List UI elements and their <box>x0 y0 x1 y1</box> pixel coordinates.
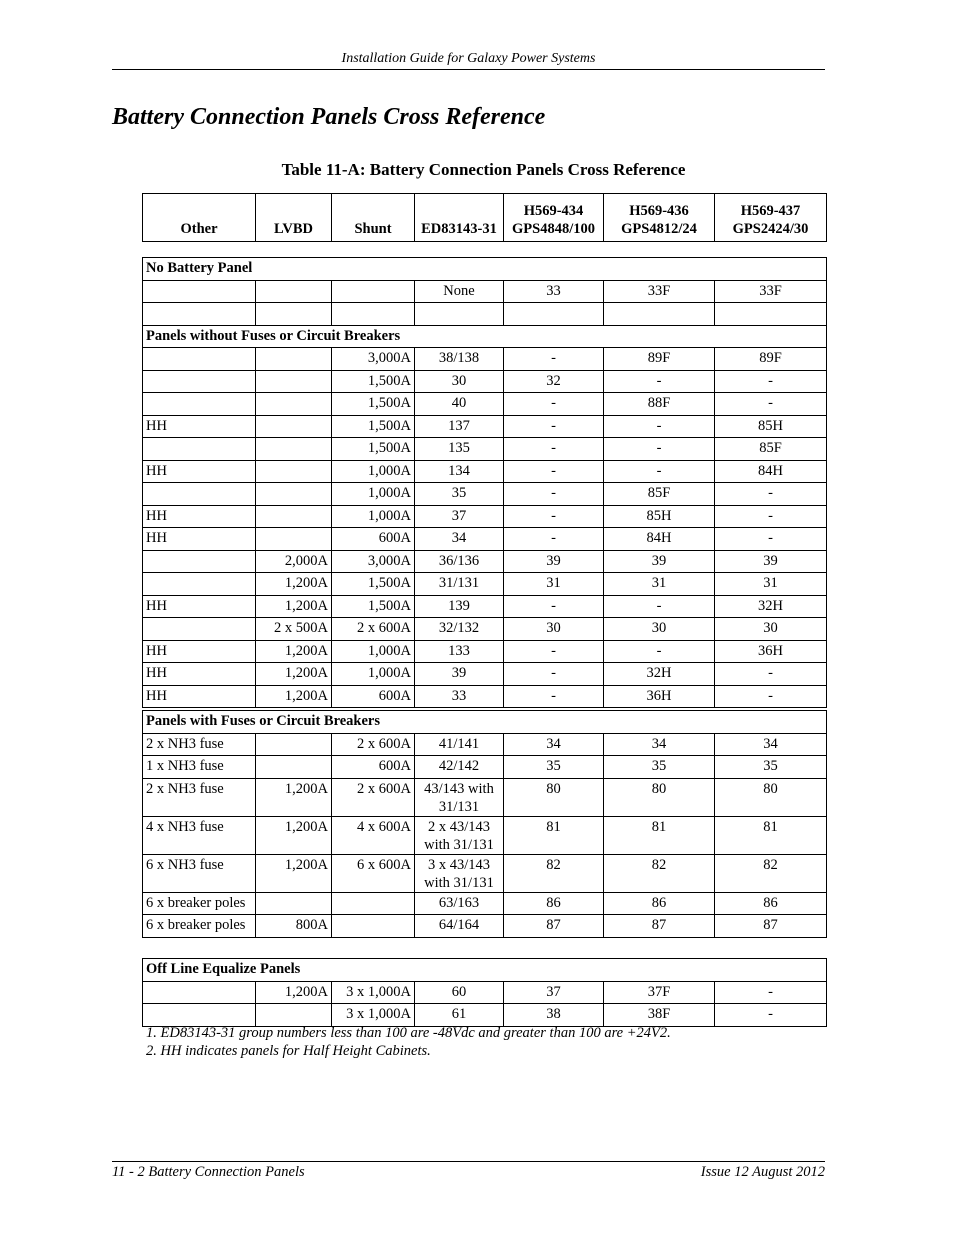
cell-h569-434: 39 <box>504 550 604 573</box>
table-row <box>143 370 827 393</box>
cell-ed83143: 32/132 <box>415 618 504 641</box>
cell-h569-436: 85F <box>604 483 715 506</box>
table-row <box>143 505 827 528</box>
cell-h569-436: 35 <box>604 756 715 779</box>
cell-lvbd <box>256 733 332 756</box>
cell-lvbd <box>256 348 332 371</box>
cell-h569-436: 36H <box>604 685 715 708</box>
table-row <box>143 438 827 461</box>
cell-h569-434: 30 <box>504 618 604 641</box>
cell-shunt: 2 x 600A <box>332 778 415 816</box>
cell-shunt: 4 x 600A <box>332 816 415 854</box>
cell-lvbd <box>256 280 332 303</box>
cell-h569-437: 84H <box>715 460 827 483</box>
cell-shunt: 2 x 600A <box>332 618 415 641</box>
cell-ed83143: 3 x 43/143 with 31/131 <box>415 854 504 892</box>
cell-h569-437: 81 <box>715 816 827 854</box>
cell-h569-437: 89F <box>715 348 827 371</box>
cell-lvbd: 2,000A <box>256 550 332 573</box>
cell-shunt: 600A <box>332 528 415 551</box>
cell-h569-437: - <box>715 685 827 708</box>
cell-ed83143: 37 <box>415 505 504 528</box>
cell-h569-436: - <box>604 438 715 461</box>
cell-other <box>143 393 256 416</box>
cell-h569-437: 85F <box>715 438 827 461</box>
cell-h569-434: 32 <box>504 370 604 393</box>
cell-h569-434: 35 <box>504 756 604 779</box>
footnote-1: 1. ED83143-31 group numbers less than 100 are -48Vdc and greater than 100 are +24V2. <box>146 1025 671 1041</box>
table-row <box>143 981 827 1004</box>
cell-h569-436: 30 <box>604 618 715 641</box>
cell-lvbd <box>256 460 332 483</box>
section-off-line-equalize <box>142 958 827 1027</box>
cell-h569-436: 88F <box>604 393 715 416</box>
cell-h569-434: - <box>504 393 604 416</box>
table-row <box>143 618 827 641</box>
cell-h569-436: 32H <box>604 663 715 686</box>
table-row <box>143 854 827 892</box>
table-row <box>143 756 827 779</box>
cell-h569-437: 39 <box>715 550 827 573</box>
table-row <box>143 415 827 438</box>
cell-h569-434: 38 <box>504 1004 604 1027</box>
cell-shunt: 1,500A <box>332 438 415 461</box>
footnotes <box>146 1024 671 1060</box>
cell-shunt: 2 x 600A <box>332 733 415 756</box>
cell-h569-436: - <box>604 595 715 618</box>
section-title-row <box>143 325 827 348</box>
cell-shunt: 1,500A <box>332 393 415 416</box>
section-title-row <box>143 959 827 982</box>
cell-ed83143: 38/138 <box>415 348 504 371</box>
cell-h569-434: 37 <box>504 981 604 1004</box>
column-header-h569-437: H569-437 GPS2424/30 <box>715 194 827 242</box>
cell-h569-436: 31 <box>604 573 715 596</box>
cell-h569-437: - <box>715 370 827 393</box>
cell-h569-436: - <box>604 370 715 393</box>
cell-h569-434: 87 <box>504 915 604 938</box>
cell-h569-434: - <box>504 640 604 663</box>
cell-ed83143: 2 x 43/143 with 31/131 <box>415 816 504 854</box>
cell-h569-436: 33F <box>604 280 715 303</box>
table-row <box>143 303 827 326</box>
table-row <box>143 685 827 708</box>
cell-h569-434 <box>504 303 604 326</box>
cell-h569-434: - <box>504 483 604 506</box>
table-row <box>143 733 827 756</box>
running-header <box>112 51 825 70</box>
cell-other <box>143 618 256 641</box>
page-title: Battery Connection Panels Cross Reference <box>112 104 546 130</box>
table-row <box>143 460 827 483</box>
cell-h569-434: 33 <box>504 280 604 303</box>
cell-ed83143: 60 <box>415 981 504 1004</box>
cell-h569-437: 34 <box>715 733 827 756</box>
cell-ed83143: 40 <box>415 393 504 416</box>
cell-ed83143: 36/136 <box>415 550 504 573</box>
cell-lvbd <box>256 483 332 506</box>
cell-shunt <box>332 303 415 326</box>
cell-shunt: 1,000A <box>332 483 415 506</box>
cell-h569-436: 37F <box>604 981 715 1004</box>
cell-h569-434: - <box>504 595 604 618</box>
table-row <box>143 640 827 663</box>
cell-ed83143: 30 <box>415 370 504 393</box>
cell-shunt <box>332 892 415 915</box>
cell-lvbd: 1,200A <box>256 778 332 816</box>
cell-lvbd: 1,200A <box>256 640 332 663</box>
cell-other: HH <box>143 528 256 551</box>
cell-other <box>143 370 256 393</box>
cell-other <box>143 981 256 1004</box>
section-title: Off Line Equalize Panels <box>143 959 827 982</box>
cell-ed83143: 34 <box>415 528 504 551</box>
cell-h569-437: - <box>715 663 827 686</box>
cell-h569-437: 87 <box>715 915 827 938</box>
cell-ed83143: 41/141 <box>415 733 504 756</box>
footer-issue-date: Issue 12 August 2012 <box>700 1164 825 1180</box>
cell-shunt: 1,000A <box>332 663 415 686</box>
cell-h569-437: 36H <box>715 640 827 663</box>
cell-h569-437: - <box>715 981 827 1004</box>
cell-shunt: 1,000A <box>332 640 415 663</box>
cell-lvbd <box>256 303 332 326</box>
cell-h569-434: 80 <box>504 778 604 816</box>
page-footer <box>112 1161 825 1181</box>
cell-h569-437: - <box>715 505 827 528</box>
cell-h569-434: - <box>504 663 604 686</box>
section-title-row <box>143 711 827 734</box>
section-panels-with-fuses <box>142 710 827 938</box>
table-row <box>143 528 827 551</box>
cell-other: HH <box>143 685 256 708</box>
column-header-table <box>142 193 827 242</box>
cell-other <box>143 303 256 326</box>
cell-other: 2 x NH3 fuse <box>143 778 256 816</box>
cell-other: 6 x breaker poles <box>143 915 256 938</box>
cell-h569-437: - <box>715 483 827 506</box>
cell-ed83143: 43/143 with 31/131 <box>415 778 504 816</box>
cell-lvbd <box>256 370 332 393</box>
cell-lvbd: 800A <box>256 915 332 938</box>
cell-ed83143: 139 <box>415 595 504 618</box>
table-caption: Table 11-A: Battery Connection Panels Cross Reference <box>281 160 686 179</box>
cell-other <box>143 550 256 573</box>
cell-ed83143: 61 <box>415 1004 504 1027</box>
cell-h569-437: - <box>715 393 827 416</box>
cell-h569-436: - <box>604 640 715 663</box>
cell-other: HH <box>143 415 256 438</box>
cell-other: HH <box>143 640 256 663</box>
cell-h569-436: 85H <box>604 505 715 528</box>
cell-h569-434: 34 <box>504 733 604 756</box>
cell-h569-437: - <box>715 1004 827 1027</box>
cell-h569-434: - <box>504 505 604 528</box>
table-row <box>143 778 827 816</box>
cell-lvbd: 2 x 500A <box>256 618 332 641</box>
cell-shunt: 1,000A <box>332 460 415 483</box>
cell-h569-436: 39 <box>604 550 715 573</box>
cell-other: 6 x NH3 fuse <box>143 854 256 892</box>
cell-lvbd: 1,200A <box>256 816 332 854</box>
cell-shunt: 3 x 1,000A <box>332 1004 415 1027</box>
column-header-h569-434: H569-434 GPS4848/100 <box>504 194 604 242</box>
section-title-row <box>143 258 827 281</box>
cell-h569-436: 89F <box>604 348 715 371</box>
cell-shunt: 6 x 600A <box>332 854 415 892</box>
cell-ed83143: 137 <box>415 415 504 438</box>
cell-shunt: 1,500A <box>332 573 415 596</box>
cell-h569-436: 84H <box>604 528 715 551</box>
cell-shunt <box>332 915 415 938</box>
cell-other: HH <box>143 460 256 483</box>
cell-h569-437: 35 <box>715 756 827 779</box>
cell-h569-436: 82 <box>604 854 715 892</box>
table-row <box>143 892 827 915</box>
cell-lvbd <box>256 438 332 461</box>
cell-lvbd <box>256 505 332 528</box>
cell-lvbd <box>256 1004 332 1027</box>
column-header-shunt: Shunt <box>332 194 415 242</box>
section-no-battery-panel <box>142 257 827 708</box>
cell-shunt: 3,000A <box>332 348 415 371</box>
cell-h569-434: - <box>504 528 604 551</box>
cell-ed83143: 63/163 <box>415 892 504 915</box>
cell-h569-436: 38F <box>604 1004 715 1027</box>
cell-h569-436 <box>604 303 715 326</box>
cell-h569-436: 80 <box>604 778 715 816</box>
cell-h569-434: - <box>504 415 604 438</box>
cell-other: HH <box>143 595 256 618</box>
cell-h569-434: 31 <box>504 573 604 596</box>
table-row <box>143 573 827 596</box>
cell-other <box>143 483 256 506</box>
cell-h569-436: 34 <box>604 733 715 756</box>
column-header-ed83143: ED83143-31 <box>415 194 504 242</box>
cell-ed83143: 39 <box>415 663 504 686</box>
column-header-h569-436: H569-436 GPS4812/24 <box>604 194 715 242</box>
cell-h569-434: 82 <box>504 854 604 892</box>
table-row <box>143 1004 827 1027</box>
cell-lvbd <box>256 415 332 438</box>
cell-ed83143: 42/142 <box>415 756 504 779</box>
cell-shunt: 1,000A <box>332 505 415 528</box>
cell-shunt: 1,500A <box>332 595 415 618</box>
cell-lvbd <box>256 528 332 551</box>
cell-h569-434: 81 <box>504 816 604 854</box>
cell-other: 1 x NH3 fuse <box>143 756 256 779</box>
cell-h569-437: 30 <box>715 618 827 641</box>
cell-lvbd: 1,200A <box>256 663 332 686</box>
cell-h569-436: - <box>604 415 715 438</box>
cell-ed83143: 64/164 <box>415 915 504 938</box>
cell-other <box>143 573 256 596</box>
section-title: No Battery Panel <box>143 258 827 281</box>
table-row <box>143 663 827 686</box>
cell-h569-437 <box>715 303 827 326</box>
cell-h569-436: 87 <box>604 915 715 938</box>
footnote-2: 2. HH indicates panels for Half Height Cabinets. <box>146 1043 431 1059</box>
cell-h569-436: 86 <box>604 892 715 915</box>
cell-other: 4 x NH3 fuse <box>143 816 256 854</box>
cell-h569-434: 86 <box>504 892 604 915</box>
cell-h569-437: 32H <box>715 595 827 618</box>
cell-ed83143 <box>415 303 504 326</box>
cell-other: HH <box>143 505 256 528</box>
table-row <box>143 483 827 506</box>
cell-ed83143: 135 <box>415 438 504 461</box>
cell-other: 2 x NH3 fuse <box>143 733 256 756</box>
section-title: Panels without Fuses or Circuit Breakers <box>143 325 827 348</box>
cell-h569-437: - <box>715 528 827 551</box>
cell-other <box>143 348 256 371</box>
cell-lvbd: 1,200A <box>256 854 332 892</box>
cell-h569-437: 80 <box>715 778 827 816</box>
column-header-other: Other <box>143 194 256 242</box>
table-row <box>143 816 827 854</box>
cell-other: 6 x breaker poles <box>143 892 256 915</box>
cell-lvbd: 1,200A <box>256 595 332 618</box>
cell-shunt: 1,500A <box>332 370 415 393</box>
column-header-row <box>143 194 827 242</box>
cell-shunt: 600A <box>332 685 415 708</box>
table-row <box>143 915 827 938</box>
table-row <box>143 595 827 618</box>
cell-ed83143: 31/131 <box>415 573 504 596</box>
cell-ed83143: 33 <box>415 685 504 708</box>
cell-other <box>143 438 256 461</box>
cell-shunt: 3,000A <box>332 550 415 573</box>
cell-other <box>143 280 256 303</box>
cell-shunt <box>332 280 415 303</box>
cell-h569-437: 85H <box>715 415 827 438</box>
cell-h569-437: 33F <box>715 280 827 303</box>
cell-lvbd <box>256 892 332 915</box>
cell-other: HH <box>143 663 256 686</box>
cell-h569-434: - <box>504 460 604 483</box>
cell-shunt: 3 x 1,000A <box>332 981 415 1004</box>
cell-ed83143: None <box>415 280 504 303</box>
cell-h569-437: 82 <box>715 854 827 892</box>
cell-lvbd: 1,200A <box>256 981 332 1004</box>
cell-h569-434: - <box>504 348 604 371</box>
footer-section-label: 11 - 2 Battery Connection Panels <box>112 1164 305 1180</box>
cell-lvbd: 1,200A <box>256 573 332 596</box>
cell-lvbd: 1,200A <box>256 685 332 708</box>
cell-ed83143: 35 <box>415 483 504 506</box>
cell-h569-434: - <box>504 685 604 708</box>
cell-h569-436: - <box>604 460 715 483</box>
cell-other <box>143 1004 256 1027</box>
cell-ed83143: 133 <box>415 640 504 663</box>
cell-h569-437: 86 <box>715 892 827 915</box>
cell-shunt: 600A <box>332 756 415 779</box>
table-row <box>143 550 827 573</box>
cell-lvbd <box>256 756 332 779</box>
cell-shunt: 1,500A <box>332 415 415 438</box>
cell-h569-434: - <box>504 438 604 461</box>
table-row <box>143 348 827 371</box>
table-row <box>143 280 827 303</box>
section-title: Panels with Fuses or Circuit Breakers <box>143 711 827 734</box>
table-row <box>143 393 827 416</box>
cell-ed83143: 134 <box>415 460 504 483</box>
column-header-lvbd: LVBD <box>256 194 332 242</box>
cell-h569-437: 31 <box>715 573 827 596</box>
cell-lvbd <box>256 393 332 416</box>
cell-h569-436: 81 <box>604 816 715 854</box>
running-header-title: Installation Guide for Galaxy Power Systems <box>341 51 596 66</box>
